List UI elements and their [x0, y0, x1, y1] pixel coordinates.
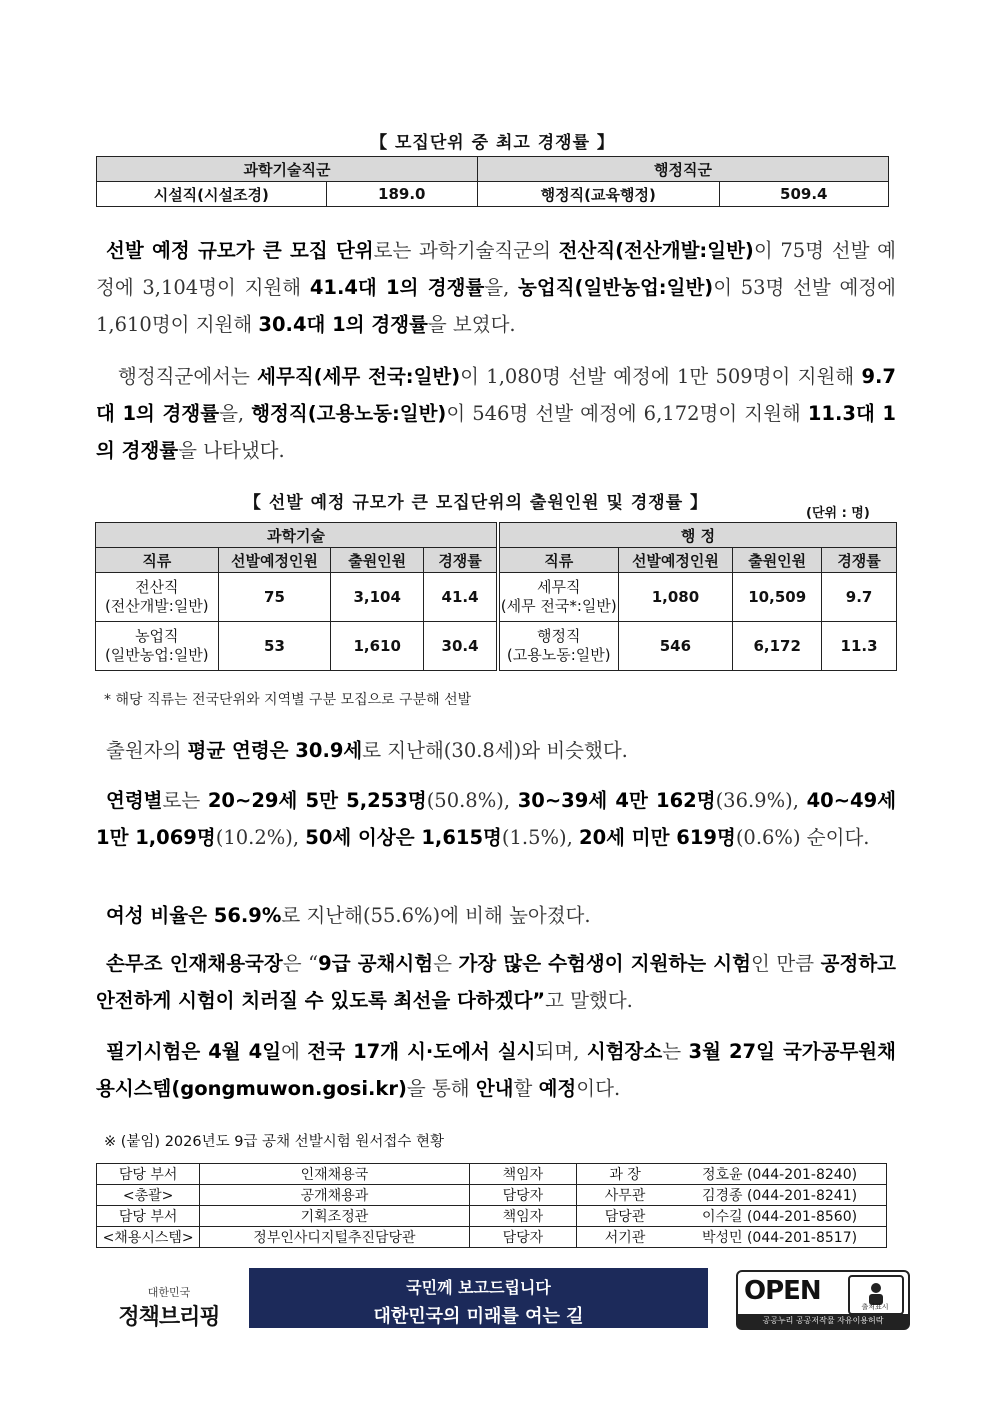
science-table — [95, 522, 497, 671]
paragraph-2 — [96, 358, 896, 469]
text: 이다. — [576, 1077, 621, 1100]
text: 로 지난해(30.8세)와 비슷했다. — [362, 739, 628, 762]
emph: 선발 예정 규모가 큰 모집 단위 — [106, 239, 374, 262]
text: 로는 — [162, 789, 208, 812]
open-badge-label: 출처표시 — [861, 1303, 889, 1311]
table2-cell: 75 — [218, 573, 331, 622]
table2-title: 【 선발 예정 규모가 큰 모집단위의 출원인원 및 경쟁률 】 — [243, 493, 709, 513]
text: (36.9%), — [715, 789, 807, 812]
emph: 40~49세 1만 1,069명 — [96, 789, 897, 849]
text: 은 — [433, 952, 459, 975]
contact-title: 과 장 — [577, 1164, 673, 1185]
table1-title: 【 모집단위 중 최고 경쟁률 】 — [370, 133, 615, 153]
table2-job — [96, 573, 219, 622]
text: 로는 과학기술직군의 — [373, 239, 559, 262]
emph: 50세 이상은 1,615명 — [305, 826, 502, 849]
contact-org: 정부인사디지털추진담당관 — [200, 1227, 469, 1248]
contact-dept: 담당 부서 — [97, 1164, 200, 1185]
job-name: 세무직 — [537, 578, 581, 596]
banner-line1: 국민께 보고드립니다 — [406, 1278, 551, 1297]
text: 은 “ — [282, 952, 319, 975]
emph: 전국 17개 시·도에서 실시 — [307, 1040, 536, 1063]
table2-unit: (단위 : 명) — [806, 506, 870, 521]
emph: 행정직(고용노동:일반) — [251, 402, 447, 425]
logo-big-text: 정책브리핑 — [118, 1305, 220, 1330]
job-sub: (전산개발:일반) — [104, 597, 209, 615]
policy-briefing-logo — [114, 1284, 224, 1331]
text: 을 보였다. — [427, 313, 516, 336]
emph: 공정하고 안전하게 시험이 치러질 수 있도록 최선을 다하겠다” — [96, 952, 896, 1012]
table2-header: 경쟁률 — [424, 548, 497, 573]
table1-group-admin: 행정직군 — [477, 157, 888, 182]
text: 할 — [513, 1077, 539, 1100]
contact-person: 이수길 (044-201-8560) — [673, 1206, 887, 1227]
paragraph-4 — [96, 782, 896, 856]
text: 에 — [281, 1040, 308, 1063]
table2-job — [500, 622, 619, 671]
emph: 평균 연령은 30.9세 — [187, 739, 363, 762]
admin-table — [499, 522, 897, 671]
job-name: 농업직 — [135, 627, 179, 645]
emph: 세무직(세무 전국:일반) — [257, 365, 461, 388]
contact-table — [96, 1163, 887, 1248]
open-subtext: 공공누리 공공저작물 자유이용허락 — [738, 1314, 908, 1328]
text: (50.8%), — [426, 789, 518, 812]
emph: 예정 — [538, 1077, 577, 1100]
text: 행정직군에서는 — [118, 365, 258, 388]
table2-footnote: * 해당 직류는 전국단위와 지역별 구분 모집으로 구분해 선발 — [104, 692, 472, 708]
table2-header: 선발예정인원 — [218, 548, 331, 573]
contact-person: 김경종 (044-201-8241) — [673, 1185, 887, 1206]
emph: 여성 비율은 56.9% — [106, 904, 282, 927]
contact-org: 공개채용과 — [200, 1185, 469, 1206]
table2-header: 경쟁률 — [822, 548, 897, 573]
emph: 가장 많은 수험생이 지원하는 시험 — [458, 952, 751, 975]
text: 이 546명 선발 예정에 6,172명이 지원해 — [446, 402, 808, 425]
emph: 시험장소 — [586, 1040, 663, 1063]
table2-header: 출원인원 — [331, 548, 424, 573]
banner-line2: 대한민국의 미래를 여는 길 — [373, 1306, 584, 1327]
open-license-badge — [736, 1270, 910, 1330]
emph: 필기시험은 4월 4일 — [106, 1040, 282, 1063]
job-name: 행정직 — [537, 627, 581, 645]
table2-header: 출원인원 — [733, 548, 822, 573]
paragraph-3 — [96, 732, 896, 769]
contact-role: 담당자 — [469, 1185, 577, 1206]
emph: 농업직(일반농업:일반) — [518, 276, 714, 299]
emph: 3월 27일 국가공무원채용시스템(gongmuwon.gosi.kr) — [96, 1040, 896, 1100]
job-sub: (세무 전국*:일반) — [500, 597, 617, 615]
text: 출원자의 — [106, 739, 188, 762]
paragraph-5 — [96, 897, 896, 934]
contact-dept: <총괄> — [97, 1185, 200, 1206]
table2-cell: 3,104 — [331, 573, 424, 622]
table2-cell: 1,610 — [331, 622, 424, 671]
contact-title: 담당관 — [577, 1206, 673, 1227]
table2-cell: 41.4 — [424, 573, 497, 622]
text: (1.5%), — [501, 826, 580, 849]
contact-dept: <채용시스템> — [97, 1227, 200, 1248]
emph: 9.7대 1의 경쟁률 — [96, 365, 896, 425]
contact-role: 책임자 — [469, 1206, 577, 1227]
table2-cell: 6,172 — [733, 622, 822, 671]
contact-role: 책임자 — [469, 1164, 577, 1185]
emph: 전산직(전산개발:일반) — [558, 239, 754, 262]
table2-group-admin: 행 정 — [500, 523, 897, 548]
table2-group-science: 과학기술 — [96, 523, 497, 548]
text: 이 1,080명 선발 예정에 1만 509명이 지원해 — [460, 365, 862, 388]
text: 고 말했다. — [545, 989, 633, 1012]
top-rate-table — [96, 156, 889, 207]
contact-dept: 담당 부서 — [97, 1206, 200, 1227]
table1-cell: 시설직(시설조경) — [97, 182, 327, 207]
table1-cell: 189.0 — [326, 182, 477, 207]
table2-job — [96, 622, 219, 671]
table2-header: 선발예정인원 — [618, 548, 733, 573]
job-sub: (일반농업:일반) — [104, 646, 209, 664]
table2-header: 직류 — [500, 548, 619, 573]
job-name: 전산직 — [135, 578, 179, 596]
contact-title: 서기관 — [577, 1227, 673, 1248]
table2-cell: 53 — [218, 622, 331, 671]
table1-cell: 행정직(교육행정) — [477, 182, 719, 207]
text: 을, — [484, 276, 519, 299]
contact-org: 인재채용국 — [200, 1164, 469, 1185]
emph: 연령별 — [106, 789, 163, 812]
text: 을, — [219, 402, 252, 425]
contact-person: 정호윤 (044-201-8240) — [673, 1164, 887, 1185]
emph: 20세 미만 619명 — [579, 826, 736, 849]
table2-cell: 9.7 — [822, 573, 897, 622]
table2-cell: 30.4 — [424, 622, 497, 671]
table1-group-science: 과학기술직군 — [97, 157, 478, 182]
emph: 30.4대 1의 경쟁률 — [258, 313, 428, 336]
table1-cell: 509.4 — [719, 182, 888, 207]
paragraph-7 — [96, 1033, 896, 1107]
emph: 9급 공채시험 — [318, 952, 434, 975]
text: (10.2%), — [215, 826, 306, 849]
attachment-note: ※ (붙임) 2026년도 9급 공채 선발시험 원서접수 현황 — [104, 1134, 444, 1150]
logo-small-text: 대한민국 — [147, 1286, 191, 1299]
contact-person: 박성민 (044-201-8517) — [673, 1227, 887, 1248]
text: 는 — [662, 1040, 689, 1063]
contact-org: 기획조정관 — [200, 1206, 469, 1227]
text: 이 53명 선발 예정에 1,610명이 지원해 — [96, 276, 896, 336]
text: 을 나타냈다. — [178, 439, 285, 462]
table2-cell: 1,080 — [618, 573, 733, 622]
text: 이 75명 선발 예정에 3,104명이 지원해 — [96, 239, 896, 299]
emph: 안내 — [475, 1077, 514, 1100]
paragraph-1 — [96, 232, 896, 343]
table2-cell: 10,509 — [733, 573, 822, 622]
open-text: OPEN — [744, 1276, 821, 1306]
table2-header: 직류 — [96, 548, 219, 573]
contact-title: 사무관 — [577, 1185, 673, 1206]
text: (0.6%) 순이다. — [735, 826, 870, 849]
emph: 41.4대 1의 경쟁률 — [309, 276, 485, 299]
report-banner — [249, 1268, 708, 1328]
table2-job — [500, 573, 619, 622]
emph: 손무조 인재채용국장 — [106, 952, 283, 975]
text: 을 통해 — [406, 1077, 476, 1100]
text: 되며, — [535, 1040, 587, 1063]
table2-cell: 546 — [618, 622, 733, 671]
emph: 20~29세 5만 5,253명 — [207, 789, 427, 812]
text: 인 만큼 — [750, 952, 821, 975]
text: 로 지난해(55.6%)에 비해 높아졌다. — [281, 904, 591, 927]
emph: 11.3대 1의 경쟁률 — [96, 402, 897, 462]
job-sub: (고용노동:일반) — [506, 646, 611, 664]
table2-cell: 11.3 — [822, 622, 897, 671]
paragraph-6 — [96, 945, 896, 1019]
contact-role: 담당자 — [469, 1227, 577, 1248]
emph: 30~39세 4만 162명 — [517, 789, 716, 812]
